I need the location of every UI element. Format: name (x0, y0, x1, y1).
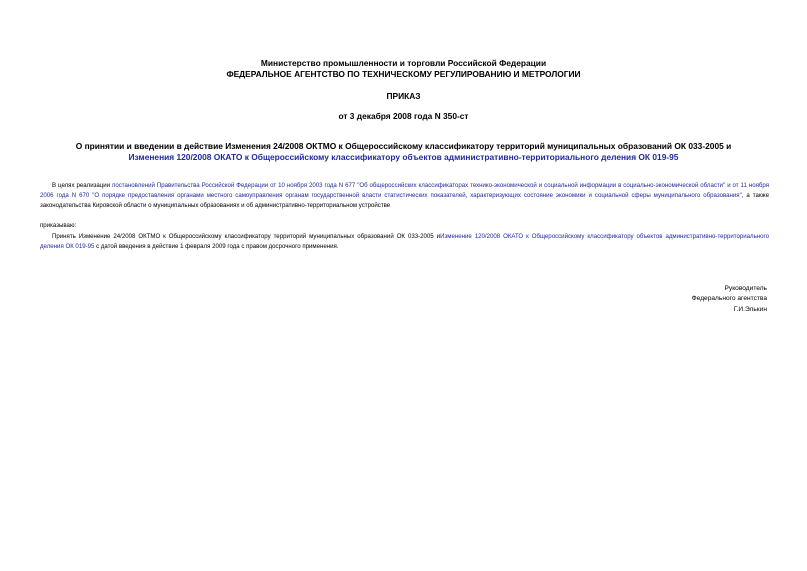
decision-lead: Принять Изменение 24/2008 ОКТМО к Общероссийскому классификатору территорий муниципальных образований ОК 033-2005 и (52, 233, 441, 240)
preamble-tail: , а также законодательства Кировской области о муниципальных образованиях и об административно-территориальном устройстве (40, 191, 769, 209)
decision-tail: с датой введения в действие 1 февраля 2009 года с правом досрочного применения. (94, 242, 339, 250)
order-date: от 3 декабря 2008 года N 350-ст (338, 111, 469, 121)
document-heading (40, 141, 767, 163)
paragraph-order-word: приказываю: (40, 222, 77, 229)
order-title: ПРИКАЗ (386, 91, 421, 101)
preamble-lead: В целях реализации (52, 182, 113, 189)
signature-title: Руководитель (724, 285, 767, 292)
link-okato-change[interactable]: Изменение 120/2008 ОКАТО к Общероссийскому классификатору объектов административно-территориального деления ОК 019-95 (40, 233, 769, 250)
paragraph-preamble (40, 181, 769, 210)
agency-name: ФЕДЕРАЛЬНОЕ АГЕНТСТВО ПО ТЕХНИЧЕСКОМУ РЕГУЛИРОВАНИЮ И МЕТРОЛОГИИ (226, 69, 581, 79)
signature-name: Г.И.Элькин (733, 305, 767, 313)
signature-block (692, 284, 767, 315)
signature-org: Федерального агентства (691, 295, 767, 303)
paragraph-decision (40, 232, 769, 252)
heading-line-1: О принятии и введении в действие Изменения 24/2008 ОКТМО к Общероссийскому классификатору территорий муниципальных образований ОК 033-2005 и (75, 141, 732, 151)
ministry-name: Министерство промышленности и торговли Российской Федерации (260, 58, 547, 68)
heading-link-okato[interactable]: Изменения 120/2008 ОКАТО к Общероссийскому классификатору объектов административно-территориального деления ОК 019-95 (128, 152, 679, 162)
link-government-decrees[interactable]: постановлений Правительства Российской Федерации от 10 ноября 2003 года N 677 "Об общероссийских классификаторах технико-экономической и социальной информации в социально-экономической области" и от 11 ноября 2006 года N 670 "О порядке предоставления органами местного самоуправления органам государственной власти статистических показателей, характеризующих состояние экономики и социальной сферы муниципального образования" (40, 182, 769, 199)
